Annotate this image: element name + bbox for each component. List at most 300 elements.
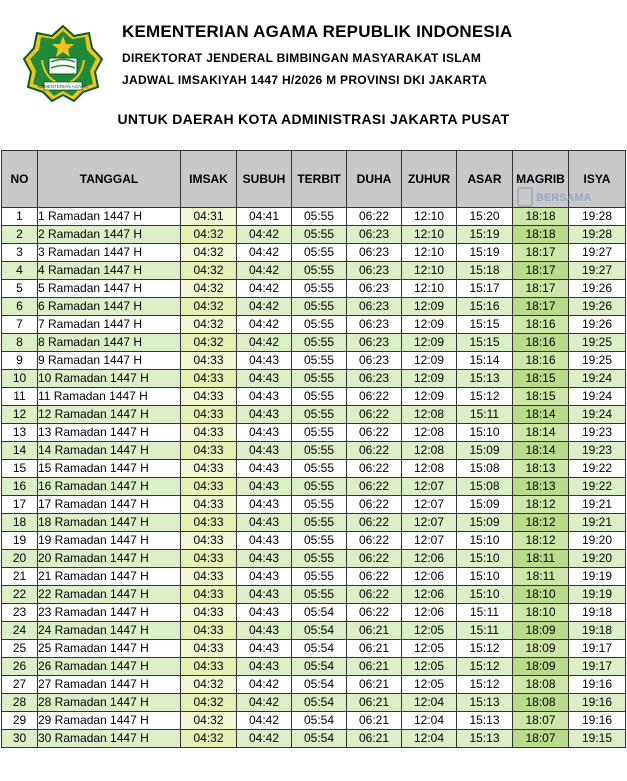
cell-duha: 06:23 [347, 316, 402, 334]
cell-isya: 19:21 [569, 496, 626, 514]
cell-subuh: 04:43 [237, 604, 292, 622]
col-magrib: MAGRIB [513, 151, 569, 208]
cell-imsak: 04:33 [181, 640, 237, 658]
cell-duha: 06:21 [347, 730, 402, 748]
cell-asar: 15:15 [457, 334, 513, 352]
cell-isya: 19:19 [569, 568, 626, 586]
cell-imsak: 04:33 [181, 604, 237, 622]
cell-zuhur: 12:06 [402, 586, 457, 604]
cell-asar: 15:10 [457, 586, 513, 604]
cell-asar: 15:10 [457, 550, 513, 568]
cell-subuh: 04:43 [237, 370, 292, 388]
cell-magrib: 18:18 [513, 226, 569, 244]
cell-imsak: 04:32 [181, 694, 237, 712]
table-row [2, 586, 626, 604]
cell-zuhur: 12:10 [402, 244, 457, 262]
cell-imsak: 04:33 [181, 622, 237, 640]
cell-isya: 19:25 [569, 334, 626, 352]
cell-isya: 19:24 [569, 370, 626, 388]
cell-no: 20 [2, 550, 38, 568]
cell-no: 13 [2, 424, 38, 442]
cell-no: 3 [2, 244, 38, 262]
cell-terbit: 05:54 [292, 640, 347, 658]
cell-isya: 19:18 [569, 622, 626, 640]
table-row [2, 280, 626, 298]
cell-terbit: 05:55 [292, 514, 347, 532]
cell-magrib: 18:14 [513, 406, 569, 424]
cell-isya: 19:16 [569, 712, 626, 730]
cell-isya: 19:26 [569, 298, 626, 316]
table-row [2, 478, 626, 496]
cell-isya: 19:22 [569, 478, 626, 496]
table-row [2, 244, 626, 262]
cell-terbit: 05:55 [292, 496, 347, 514]
cell-no: 28 [2, 694, 38, 712]
cell-tanggal: 2 Ramadan 1447 H [38, 226, 181, 244]
cell-tanggal: 5 Ramadan 1447 H [38, 280, 181, 298]
cell-zuhur: 12:09 [402, 298, 457, 316]
cell-isya: 19:17 [569, 658, 626, 676]
col-zuhur: ZUHUR [402, 151, 457, 208]
cell-duha: 06:22 [347, 550, 402, 568]
cell-magrib: 18:12 [513, 514, 569, 532]
cell-magrib: 18:17 [513, 262, 569, 280]
cell-no: 30 [2, 730, 38, 748]
cell-isya: 19:20 [569, 532, 626, 550]
cell-asar: 15:13 [457, 694, 513, 712]
cell-zuhur: 12:09 [402, 334, 457, 352]
cell-zuhur: 12:09 [402, 352, 457, 370]
cell-terbit: 05:55 [292, 244, 347, 262]
cell-tanggal: 1 Ramadan 1447 H [38, 208, 181, 226]
cell-tanggal: 23 Ramadan 1447 H [38, 604, 181, 622]
cell-magrib: 18:15 [513, 388, 569, 406]
cell-magrib: 18:14 [513, 442, 569, 460]
cell-subuh: 04:42 [237, 280, 292, 298]
cell-subuh: 04:43 [237, 388, 292, 406]
cell-subuh: 04:42 [237, 226, 292, 244]
cell-isya: 19:28 [569, 208, 626, 226]
cell-subuh: 04:43 [237, 442, 292, 460]
cell-terbit: 05:55 [292, 226, 347, 244]
table-row [2, 226, 626, 244]
cell-asar: 15:08 [457, 478, 513, 496]
table-row [2, 550, 626, 568]
cell-imsak: 04:33 [181, 406, 237, 424]
cell-duha: 06:23 [347, 370, 402, 388]
table-row [2, 388, 626, 406]
cell-duha: 06:22 [347, 586, 402, 604]
cell-tanggal: 11 Ramadan 1447 H [38, 388, 181, 406]
cell-duha: 06:22 [347, 604, 402, 622]
cell-terbit: 05:55 [292, 388, 347, 406]
cell-isya: 19:27 [569, 262, 626, 280]
cell-subuh: 04:43 [237, 406, 292, 424]
table-row [2, 496, 626, 514]
col-no: NO [2, 151, 38, 208]
cell-subuh: 04:42 [237, 262, 292, 280]
cell-tanggal: 10 Ramadan 1447 H [38, 370, 181, 388]
cell-tanggal: 21 Ramadan 1447 H [38, 568, 181, 586]
cell-magrib: 18:16 [513, 352, 569, 370]
cell-zuhur: 12:04 [402, 694, 457, 712]
cell-asar: 15:11 [457, 622, 513, 640]
table-row [2, 352, 626, 370]
region-title: UNTUK DAERAH KOTA ADMINISTRASI JAKARTA PUSAT [117, 111, 510, 127]
cell-tanggal: 14 Ramadan 1447 H [38, 442, 181, 460]
col-tanggal: TANGGAL [38, 151, 181, 208]
cell-subuh: 04:43 [237, 640, 292, 658]
cell-magrib: 18:11 [513, 550, 569, 568]
cell-tanggal: 3 Ramadan 1447 H [38, 244, 181, 262]
cell-no: 16 [2, 478, 38, 496]
cell-zuhur: 12:10 [402, 280, 457, 298]
cell-duha: 06:21 [347, 658, 402, 676]
col-duha: DUHA [347, 151, 402, 208]
cell-magrib: 18:10 [513, 604, 569, 622]
cell-asar: 15:19 [457, 244, 513, 262]
cell-isya: 19:18 [569, 604, 626, 622]
cell-duha: 06:22 [347, 532, 402, 550]
table-row [2, 208, 626, 226]
cell-duha: 06:22 [347, 424, 402, 442]
cell-terbit: 05:55 [292, 406, 347, 424]
cell-duha: 06:23 [347, 334, 402, 352]
cell-no: 23 [2, 604, 38, 622]
cell-isya: 19:17 [569, 640, 626, 658]
col-asar: ASAR [457, 151, 513, 208]
cell-isya: 19:24 [569, 388, 626, 406]
cell-imsak: 04:32 [181, 676, 237, 694]
cell-tanggal: 27 Ramadan 1447 H [38, 676, 181, 694]
cell-tanggal: 7 Ramadan 1447 H [38, 316, 181, 334]
cell-duha: 06:21 [347, 640, 402, 658]
cell-magrib: 18:07 [513, 712, 569, 730]
cell-tanggal: 28 Ramadan 1447 H [38, 694, 181, 712]
cell-zuhur: 12:08 [402, 460, 457, 478]
cell-asar: 15:14 [457, 352, 513, 370]
col-terbit: TERBIT [292, 151, 347, 208]
cell-terbit: 05:55 [292, 424, 347, 442]
table-row [2, 262, 626, 280]
cell-imsak: 04:33 [181, 460, 237, 478]
table-row [2, 568, 626, 586]
cell-terbit: 05:55 [292, 370, 347, 388]
cell-imsak: 04:33 [181, 568, 237, 586]
cell-magrib: 18:12 [513, 532, 569, 550]
watermark-text: BERSAMA [536, 192, 592, 204]
cell-terbit: 05:54 [292, 712, 347, 730]
cell-subuh: 04:43 [237, 568, 292, 586]
cell-tanggal: 16 Ramadan 1447 H [38, 478, 181, 496]
cell-magrib: 18:12 [513, 496, 569, 514]
cell-duha: 06:21 [347, 712, 402, 730]
cell-terbit: 05:55 [292, 262, 347, 280]
cell-no: 24 [2, 622, 38, 640]
cell-zuhur: 12:05 [402, 622, 457, 640]
cell-zuhur: 12:06 [402, 550, 457, 568]
cell-terbit: 05:55 [292, 442, 347, 460]
cell-magrib: 18:08 [513, 694, 569, 712]
cell-zuhur: 12:09 [402, 370, 457, 388]
cell-imsak: 04:32 [181, 262, 237, 280]
table-row [2, 712, 626, 730]
cell-zuhur: 12:07 [402, 532, 457, 550]
cell-asar: 15:20 [457, 208, 513, 226]
table-row [2, 604, 626, 622]
cell-subuh: 04:43 [237, 352, 292, 370]
cell-imsak: 04:32 [181, 280, 237, 298]
cell-subuh: 04:43 [237, 460, 292, 478]
cell-asar: 15:12 [457, 658, 513, 676]
cell-magrib: 18:09 [513, 640, 569, 658]
cell-no: 4 [2, 262, 38, 280]
cell-tanggal: 24 Ramadan 1447 H [38, 622, 181, 640]
cell-subuh: 04:43 [237, 586, 292, 604]
cell-asar: 15:11 [457, 406, 513, 424]
cell-zuhur: 12:07 [402, 496, 457, 514]
cell-no: 9 [2, 352, 38, 370]
cell-zuhur: 12:08 [402, 442, 457, 460]
table-row [2, 424, 626, 442]
cell-no: 18 [2, 514, 38, 532]
cell-magrib: 18:14 [513, 424, 569, 442]
kemenag-logo [22, 24, 104, 102]
cell-duha: 06:23 [347, 262, 402, 280]
cell-terbit: 05:54 [292, 622, 347, 640]
schedule-title: JADWAL IMSAKIYAH 1447 H/2026 M PROVINSI DKI JAKARTA [122, 73, 488, 87]
cell-imsak: 04:32 [181, 298, 237, 316]
cell-imsak: 04:33 [181, 550, 237, 568]
cell-asar: 15:17 [457, 280, 513, 298]
cell-no: 17 [2, 496, 38, 514]
cell-asar: 15:13 [457, 712, 513, 730]
cell-zuhur: 12:06 [402, 604, 457, 622]
table-row [2, 676, 626, 694]
cell-isya: 19:20 [569, 550, 626, 568]
cell-zuhur: 12:10 [402, 208, 457, 226]
cell-imsak: 04:33 [181, 370, 237, 388]
cell-isya: 19:19 [569, 586, 626, 604]
cell-asar: 15:09 [457, 514, 513, 532]
cell-imsak: 04:33 [181, 424, 237, 442]
table-row [2, 370, 626, 388]
cell-magrib: 18:10 [513, 586, 569, 604]
table-row [2, 730, 626, 748]
cell-asar: 15:13 [457, 370, 513, 388]
cell-duha: 06:23 [347, 280, 402, 298]
cell-imsak: 04:33 [181, 478, 237, 496]
cell-magrib: 18:16 [513, 316, 569, 334]
cell-terbit: 05:55 [292, 208, 347, 226]
cell-imsak: 04:33 [181, 658, 237, 676]
cell-subuh: 04:42 [237, 334, 292, 352]
cell-tanggal: 12 Ramadan 1447 H [38, 406, 181, 424]
table-row [2, 406, 626, 424]
cell-duha: 06:22 [347, 496, 402, 514]
cell-subuh: 04:43 [237, 496, 292, 514]
cell-no: 12 [2, 406, 38, 424]
cell-zuhur: 12:10 [402, 226, 457, 244]
cell-magrib: 18:07 [513, 730, 569, 748]
cell-terbit: 05:55 [292, 298, 347, 316]
table-row [2, 532, 626, 550]
cell-asar: 15:12 [457, 640, 513, 658]
ministry-title: KEMENTERIAN AGAMA REPUBLIK INDONESIA [122, 22, 513, 41]
col-subuh: SUBUH [237, 151, 292, 208]
cell-no: 8 [2, 334, 38, 352]
cell-tanggal: 25 Ramadan 1447 H [38, 640, 181, 658]
cell-isya: 19:24 [569, 406, 626, 424]
cell-terbit: 05:55 [292, 586, 347, 604]
cell-no: 14 [2, 442, 38, 460]
cell-isya: 19:16 [569, 676, 626, 694]
cell-duha: 06:22 [347, 208, 402, 226]
cell-subuh: 04:42 [237, 694, 292, 712]
cell-tanggal: 9 Ramadan 1447 H [38, 352, 181, 370]
cell-no: 5 [2, 280, 38, 298]
cell-duha: 06:21 [347, 694, 402, 712]
cell-isya: 19:15 [569, 730, 626, 748]
cell-no: 19 [2, 532, 38, 550]
cell-imsak: 04:33 [181, 532, 237, 550]
cell-asar: 15:10 [457, 424, 513, 442]
cell-duha: 06:21 [347, 676, 402, 694]
col-imsak: IMSAK [181, 151, 237, 208]
cell-magrib: 18:17 [513, 298, 569, 316]
cell-subuh: 04:43 [237, 550, 292, 568]
cell-asar: 15:11 [457, 604, 513, 622]
col-isya: ISYA [569, 151, 626, 208]
cell-terbit: 05:55 [292, 280, 347, 298]
cell-tanggal: 30 Ramadan 1447 H [38, 730, 181, 748]
cell-subuh: 04:42 [237, 316, 292, 334]
cell-zuhur: 12:04 [402, 712, 457, 730]
cell-magrib: 18:13 [513, 478, 569, 496]
cell-no: 21 [2, 568, 38, 586]
cell-tanggal: 4 Ramadan 1447 H [38, 262, 181, 280]
cell-imsak: 04:31 [181, 208, 237, 226]
cell-subuh: 04:43 [237, 658, 292, 676]
cell-isya: 19:28 [569, 226, 626, 244]
cell-imsak: 04:32 [181, 226, 237, 244]
cell-terbit: 05:54 [292, 676, 347, 694]
cell-asar: 15:13 [457, 730, 513, 748]
cell-isya: 19:25 [569, 352, 626, 370]
cell-tanggal: 19 Ramadan 1447 H [38, 532, 181, 550]
cell-tanggal: 26 Ramadan 1447 H [38, 658, 181, 676]
cell-subuh: 04:41 [237, 208, 292, 226]
cell-tanggal: 20 Ramadan 1447 H [38, 550, 181, 568]
cell-subuh: 04:43 [237, 424, 292, 442]
cell-zuhur: 12:07 [402, 478, 457, 496]
cell-magrib: 18:09 [513, 622, 569, 640]
cell-isya: 19:23 [569, 442, 626, 460]
cell-duha: 06:22 [347, 478, 402, 496]
cell-terbit: 05:55 [292, 460, 347, 478]
cell-terbit: 05:55 [292, 478, 347, 496]
cell-magrib: 18:17 [513, 244, 569, 262]
cell-terbit: 05:54 [292, 658, 347, 676]
cell-subuh: 04:43 [237, 478, 292, 496]
cell-terbit: 05:55 [292, 316, 347, 334]
cell-terbit: 05:55 [292, 550, 347, 568]
cell-asar: 15:08 [457, 460, 513, 478]
cell-imsak: 04:32 [181, 316, 237, 334]
cell-duha: 06:22 [347, 514, 402, 532]
cell-terbit: 05:54 [292, 730, 347, 748]
cell-isya: 19:26 [569, 316, 626, 334]
cell-duha: 06:23 [347, 244, 402, 262]
cell-imsak: 04:32 [181, 712, 237, 730]
cell-asar: 15:09 [457, 496, 513, 514]
cell-isya: 19:16 [569, 694, 626, 712]
cell-magrib: 18:16 [513, 334, 569, 352]
directorate-title: DIREKTORAT JENDERAL BIMBINGAN MASYARAKAT ISLAM [122, 51, 482, 65]
cell-zuhur: 12:05 [402, 676, 457, 694]
cell-subuh: 04:42 [237, 298, 292, 316]
cell-no: 26 [2, 658, 38, 676]
cell-no: 27 [2, 676, 38, 694]
cell-duha: 06:21 [347, 622, 402, 640]
cell-no: 1 [2, 208, 38, 226]
cell-magrib: 18:13 [513, 460, 569, 478]
cell-magrib: 18:08 [513, 676, 569, 694]
cell-subuh: 04:43 [237, 532, 292, 550]
cell-no: 15 [2, 460, 38, 478]
cell-tanggal: 8 Ramadan 1447 H [38, 334, 181, 352]
cell-no: 29 [2, 712, 38, 730]
table-row [2, 622, 626, 640]
cell-zuhur: 12:09 [402, 316, 457, 334]
cell-subuh: 04:43 [237, 622, 292, 640]
cell-duha: 06:22 [347, 568, 402, 586]
cell-subuh: 04:42 [237, 730, 292, 748]
cell-imsak: 04:32 [181, 244, 237, 262]
cell-terbit: 05:55 [292, 568, 347, 586]
table-row [2, 694, 626, 712]
watermark [516, 184, 616, 210]
cell-duha: 06:23 [347, 298, 402, 316]
cell-imsak: 04:33 [181, 586, 237, 604]
cell-imsak: 04:33 [181, 496, 237, 514]
cell-isya: 19:21 [569, 514, 626, 532]
imsakiyah-table [1, 150, 626, 748]
table-row [2, 514, 626, 532]
cell-duha: 06:23 [347, 352, 402, 370]
cell-terbit: 05:54 [292, 694, 347, 712]
cell-tanggal: 13 Ramadan 1447 H [38, 424, 181, 442]
table-row [2, 640, 626, 658]
cell-isya: 19:26 [569, 280, 626, 298]
cell-imsak: 04:33 [181, 442, 237, 460]
cell-magrib: 18:18 [513, 208, 569, 226]
cell-duha: 06:22 [347, 388, 402, 406]
table-row [2, 460, 626, 478]
cell-isya: 19:27 [569, 244, 626, 262]
cell-zuhur: 12:05 [402, 658, 457, 676]
cell-zuhur: 12:08 [402, 406, 457, 424]
cell-imsak: 04:32 [181, 334, 237, 352]
cell-asar: 15:19 [457, 226, 513, 244]
cell-magrib: 18:09 [513, 658, 569, 676]
cell-zuhur: 12:04 [402, 730, 457, 748]
cell-duha: 06:22 [347, 442, 402, 460]
cell-no: 10 [2, 370, 38, 388]
cell-no: 7 [2, 316, 38, 334]
cell-no: 22 [2, 586, 38, 604]
table-row [2, 442, 626, 460]
